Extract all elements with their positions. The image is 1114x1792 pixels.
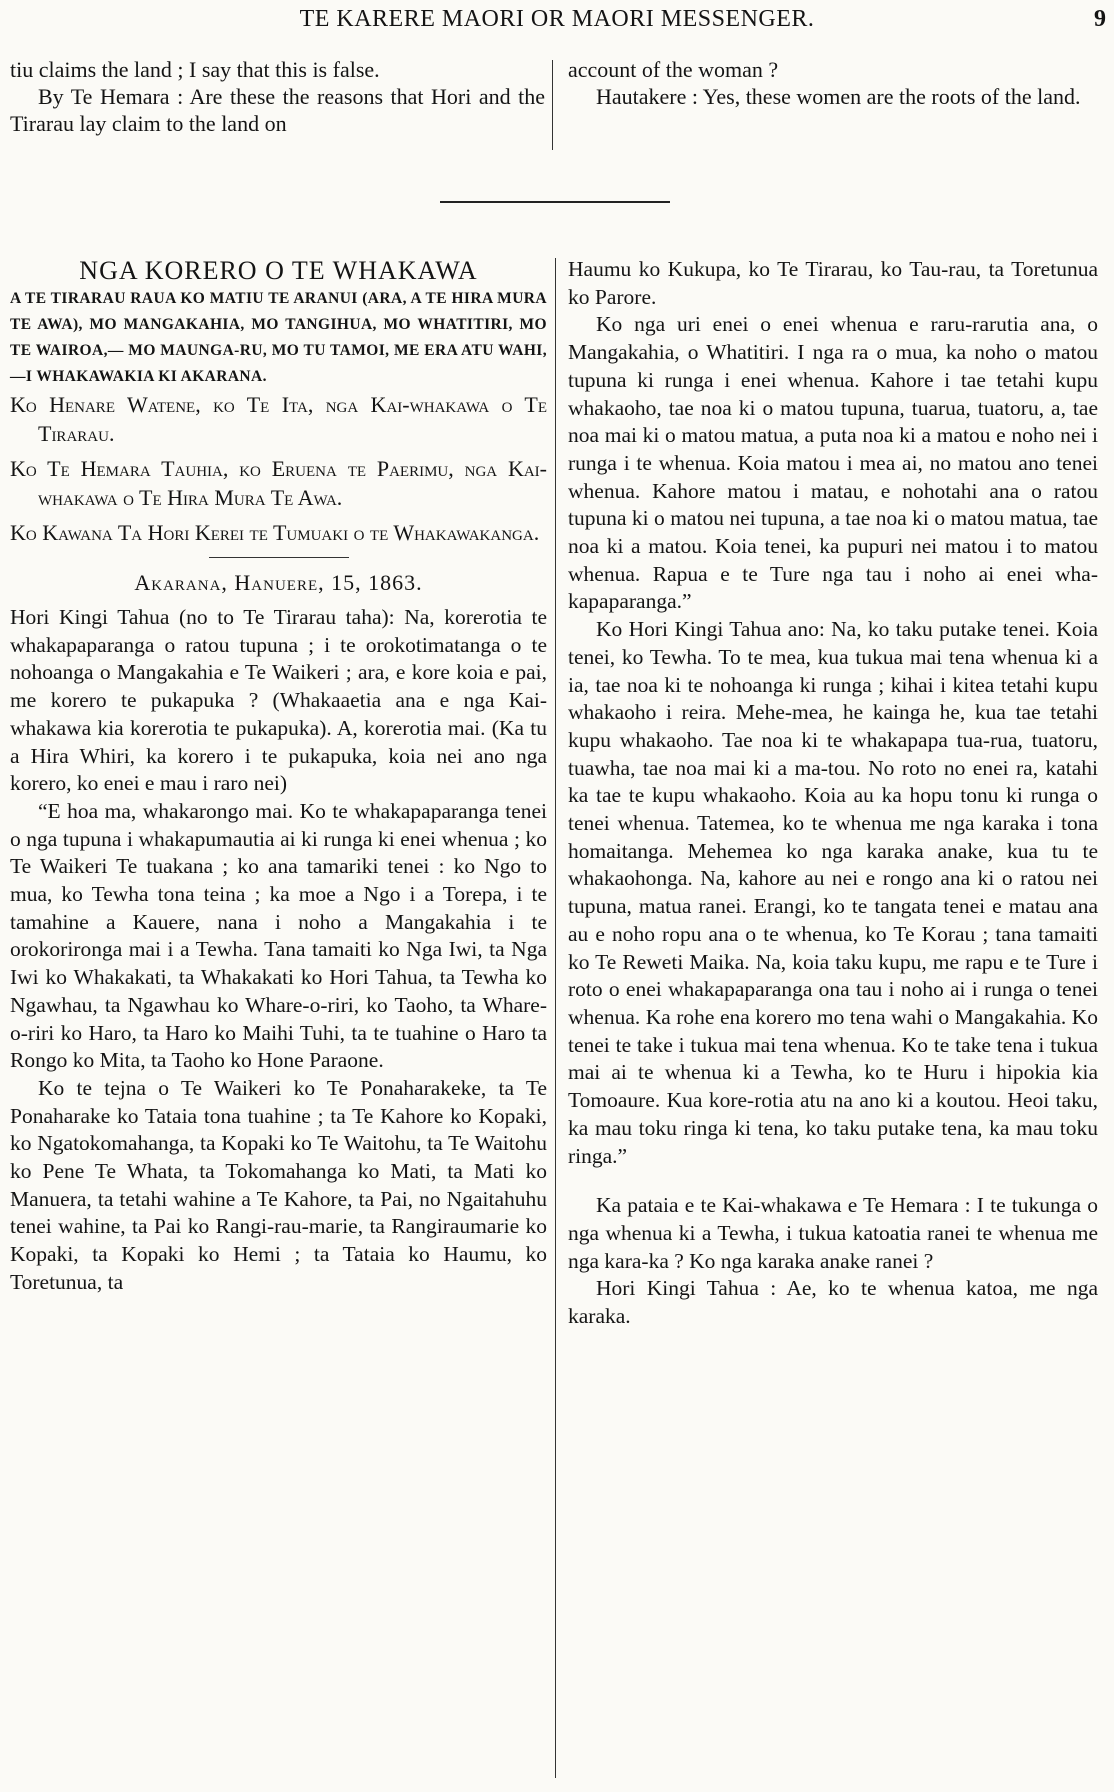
dateline: Akarana, Hanuere, 15, 1863. (134, 570, 423, 595)
body-paragraph: Hori Kingi Tahua : Ae, ko te whenua katoa, me nga karaka. (568, 1276, 1098, 1329)
paragraph-gap (568, 1170, 1098, 1192)
president-of-court: Ko Kawana Ta Hori Kerei te Tumuaki o te Whakawakanga. (10, 520, 540, 545)
top-right-paragraph: account of the woman ? (568, 57, 779, 82)
top-left-column (10, 56, 545, 137)
section-subtitle: A TE TIRARAU RAUA KO MATIU TE ARANUI (ARA, A TE HIRA MURA TE AWA), MO MANGAKAHIA, MO TANGIHUA, MO WHATITIRI, MO TE WAIROA,— MO MAUNGA-RU, MO TU TAMOI, ME ERA ATU WAHI,—I WHAKAWAKIA KI AKARANA. (10, 290, 547, 385)
top-right-column (568, 56, 1098, 110)
top-right-paragraph: Hautakere : Yes, these women are the roots of the land. (596, 84, 1081, 109)
column-divider (552, 60, 553, 150)
column-divider (555, 258, 556, 1778)
body-paragraph: Ka pataia e te Kai-whakawa e Te Hemara : I te tukunga o nga whenua ki a Tewha, i tukua katoatia ranei te whenua me nga kara-ka ? Ko nga karaka anake ranei ? (568, 1193, 1098, 1273)
body-paragraph: “E hoa ma, whakarongo mai. Ko te whakapaparanga tenei o nga tupuna i whakapumautia ai ki runga ki enei whenua ; ko Te Waikeri Te tuakana ; ko ana tamariki tenei : ko Ngo to mua, ko Tewha tona teina ; ka moe a Ngo i a Torepa, i te tamahine a Kauere, nana i noho a Mangakahia i te orokorironga mai i a Tewha. Tana tamaiti ko Nga Iwi, ta Nga Iwi ko Whakakati, ta Whakakati ko Hori Tahua, ta Tewha ko Ngawhau, ta Ngawhau ko Whare-o-riri, ko Taoho, ta Whare-o-riri ko Haro, ta Haro ko Maihi Tuhi, ta te tuahine o Haro ta Rongo ko Mita, ta Taoho ko Hone Paraone. (10, 798, 547, 1073)
body-paragraph: Hori Kingi Tahua (no to Te Tirarau taha): Na, korerotia te whakapaparanga o ratou tupuna ; i te orokotimatanga o te nohoanga o Mangakahia e Te Waikeri ; ara, e kore koia e pai, me korero te pukapuka ? (Whakaaetia ana e nga Kai-whakawa kia korerotia te pukapuka). A, korerotia mai. (Ka tu a Hira Whiri, ka korero i te pukapuka, koia nei ano nga korero, ko enei e mau i raro nei) (10, 605, 547, 796)
short-rule (209, 557, 349, 558)
body-paragraph: Ko te tejna o Te Waikeri ko Te Ponaharakeke, ta Te Ponaharake ko Tataia tona tuahine ; ta Te Kahore ko Kopaki, ko Ngatokomahanga, ta Kopaki ko Te Waitohu, ta Te Waitohu ko Pene Te Whata, ta Tokomahanga ko Mati, ta Mati ko Manuera, ta tetahi wahine a Te Kahore, ta Pai, no Ngaitahuhu tenei wahine, ta Pai ko Rangi-rau-marie, ta Rangiraumarie ko Kopaki, ta Kopaki ko Hemi ; ta Tataia ko Haumu, ko Toretunua, ta (10, 1075, 547, 1294)
judges-party-1: Ko Henare Watene, ko Te Ita, nga Kai-whakawa o Te Tirarau. (10, 392, 547, 446)
page-header (0, 6, 1114, 34)
judges-party-2: Ko Te Hemara Tauhia, ko Eruena te Paerimu, nga Kai-whakawa o Te Hira Mura Te Awa. (10, 456, 547, 510)
body-paragraph: Ko Hori Kingi Tahua ano: Na, ko taku putake tenei. Koia tenei, ko Tewha. To te mea, kua tukua mai tena whenua ki a ia, tae noa ki te nohoanga ki runga ; kihai i kitea tetahi kupu whakaoho i reira. Mehe-mea, he kainga he, kua tae tetahi kupu whakaoho. Tae noa ki te whakapapa tua-rua, tuatoru, tuawha, tae noa mai ki a ma-tou. No roto no enei ra, katahi ka tae te kupu whakaoho. Koia au ka hopu tonu ki runga o tenei whenua. Tatemea, ko te whenua me nga karaka i tona homaitanga. Mehemea ko nga karaka anake, kua tu te whakaohonga. Na, kahore au nei e rongo ana ki o ratou nei tupuna, matua ranei. Erangi, ko te tangata tenei e matau ana au e noho ropu ana o te whenua, ko Te Korau ; tana tamaiti ko Te Reweti Maika. Na, koia taku kupu, me rapu e te Ture i roto o enei whakapaparanga ona tau i noho ai i runga o tenei whenua. Ka rohe ena korero mo tena wahi o Mangakahia. Ko tenei te take i tukua mai tena whenua. Ko te take tena i tukua mai ai te whenua ki a Tewha, ko te Huru i hipokia kia Tomoaure. Kua kore-rotia atu na ano ki a koutou. Heoi taku, ka mau toku ringa ki tena, ko taku putake tena, ka mau toku ringa.” (568, 617, 1098, 1168)
section-title: NGA KORERO O TE WHAKAWA (79, 256, 478, 285)
body-paragraph: Ko nga uri enei o enei whenua e raru-rarutia ana, o Mangakahia, o Whatitiri. I nga ra o mua, ka noho o matou tupuna ki runga i enei whenua. Kahore i tae tetahi kupu whakaoho, tae noa ki o matou tupuna, tuarua, tuatoru, a, tae noa mai ki o matou matua, a puta noa ki a matou e noho nei i runga i te whenua. Koia matou i mea ai, no matou ano tenei whenua. Kahore matou i matau, e nohotahi ana o ratou tupuna ki o matou nei tupuna, a tae noa ki o matou matua, tae noa ki a matou. Koia tenei, ka pupuri nei matou i to matou whenua. Rapua e te Ture nga tau i noho ai enei wha-kapaparanga.” (568, 312, 1098, 614)
top-left-paragraph: By Te Hemara : Are these the reasons that Hori and the Tirarau lay claim to the land on (10, 84, 545, 136)
page-number: 9 (1094, 6, 1106, 32)
body-paragraph: Haumu ko Kukupa, ko Te Tirarau, ko Tau-rau, ta Toretunua ko Parore. (568, 257, 1098, 309)
section-separator (440, 201, 670, 203)
top-left-paragraph: tiu claims the land ; I say that this is false. (10, 57, 380, 82)
section-right-column (568, 256, 1098, 1331)
section-left-column (10, 256, 547, 1297)
newspaper-title: TE KARERE MAORI OR MAORI MESSENGER. (299, 6, 815, 32)
